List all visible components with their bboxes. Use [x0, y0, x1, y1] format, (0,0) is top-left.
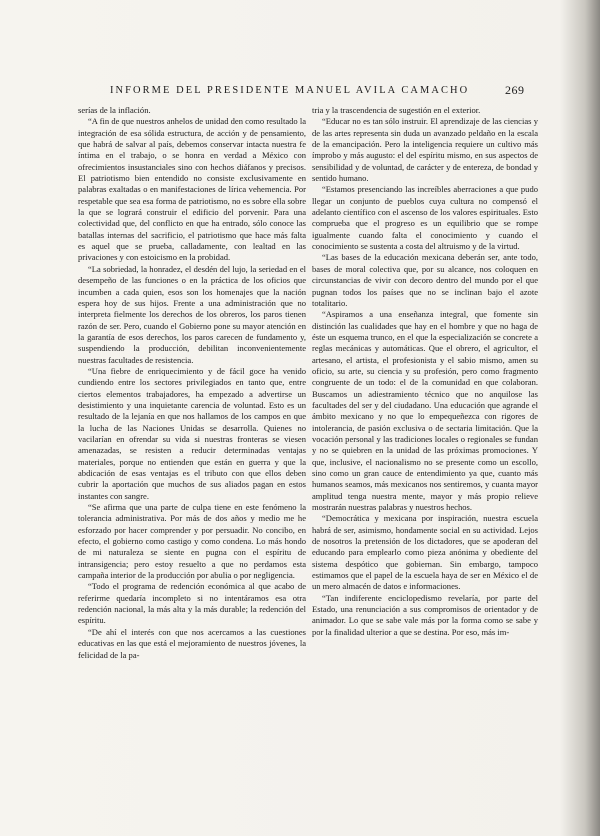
paragraph: “Tan indiferente enciclopedismo revelaría, por parte del Estado, una renunciación a sus compromisos de orientador y de animador. Lo que se sabe vale más por la forma como se sabe y por la finalidad ulterior a que se destina. Por eso, más im-: [312, 592, 538, 637]
paragraph: “De ahí el interés con que nos acercamos a las cuestiones educativas en las que está el mejoramiento de nuestros jóvenes, la felicidad de la pa-: [78, 626, 306, 660]
left-column: [78, 105, 306, 661]
paragraph: “Una fiebre de enriquecimiento y de fácil goce ha venido cundiendo entre los sectores privilegiados en tanto que, entre ciertos elementos trabajadores, ha empezado a advertirse un desistimiento y una inquietante carencia de voluntad. Esto es un resultado de la lejanía en que nos hallamos de los campos en que la lucha de las Naciones Unidas se desarrolla. Quienes no vacilarían en ofrendar su vida si nuestras fronteras se viesen amenazadas, se resisten a reducir determinadas ventajas materiales, porque no entienden que están en guerra y que la abdicación de esas ventajas es el tributo con que ellos deben cubrir la aportación que muchos de sus aliados pagan en estos instantes con sangre.: [78, 365, 306, 501]
paragraph: “Estamos presenciando las increíbles aberraciones a que pudo llegar un conjunto de pueblos cuya cultura no compensó el adelanto científico con el ascenso de los valores espirituales. Esto comprueba que el progreso es un equilibrio que se rompe igualmente cuando falta el conocimiento y cuando el conocimiento se sustenta a costa del altruismo y de la virtud.: [312, 184, 538, 252]
running-title: INFORME DEL PRESIDENTE MANUEL AVILA CAMACHO: [110, 85, 470, 96]
paragraph: “La sobriedad, la honradez, el desdén del lujo, la seriedad en el desempeño de las funciones o en la práctica de los oficios que incumben a cada quien, esos son los homenajes que la nación espera hoy de sus hijos. Frente a una administración que no interpreta fielmente los derechos de los obreros, los paros tienen razón de ser. Pero, cuando el Gobierno pone su mayor atención en la garantía de esos derechos, los paros carecen de fundamento y, suspendiendo la producción, debilitan inconvenientemente nuestras facultades de resistencia.: [78, 263, 306, 365]
paragraph: “Aspiramos a una enseñanza integral, que fomente sin distinción las cualidades que hay en el hombre y que no haga de éste un esquema trunco, en el que la especialización se concrete a reglas mecánicas y automáticas. Que el obrero, el agricultor, el artesano, el artista, el profesionista y el sabio mismo, amen su oficio, su arte, su ciencia y su profesión, pero como fragmento congruente de un todo: el de la comunidad en que colaboran. Buscamos un adiestramiento técnico que no anquilose las facultades del ser y del ciudadano. Una educación que agrande el ámbito mexicano y no que lo empequeñezca con rigores de intolerancia, de pasión exclusiva o de sectaria limitación. Que la vocación personal y las tradiciones locales o regionales se fundan y no se quiebren en la unidad de las próximas promociones. Y que, inclusive, el nacionalismo no se presente como un escollo, sino como un gran cauce de entendimiento ya que, cuanto más humanos seamos, más mexicanos nos sentiremos, y cuanta mayor amplitud tenga nuestra mente, mayor y más propio relieve mostrarán nuestras palabras y nuestros hechos.: [312, 309, 538, 513]
page-number: 269: [505, 83, 525, 97]
paragraph: “Todo el programa de redención económica al que acabo de referirme quedaría incompleto si no intentáramos esa otra redención nacional, la más alta y la más durable; la redención del espíritu.: [78, 581, 306, 626]
paragraph: “Las bases de la educación mexicana deberán ser, ante todo, bases de moral colectiva que, por su alcance, nos coloquen en circunstancias de vivir con decoro dentro del mundo por el que pugnan todos los países que no se inclinan bajo el azote totalitario.: [312, 252, 538, 308]
paragraph: “Educar no es tan sólo instruir. El aprendizaje de las ciencias y de las artes representa sin duda un avanzado peldaño en la escala de la emancipación. Pero la inteligencia requiere un cultivo más ímprobo y más augusto: el del espíritu mismo, en sus aspectos de sensibilidad y de voluntad, de carácter y de entereza, de bondad y sentido humano.: [312, 116, 538, 184]
paragraph: tria y la trascendencia de sugestión en el exterior.: [312, 105, 481, 115]
paragraph: “A fin de que nuestros anhelos de unidad den como resultado la integración de esa sólida estructura, de acción y de pensamiento, que habrá de salvar al país, debemos conservar intacta nuestra fe íntima en el trabajo, o se honra en verdad a México con ofrecimientos insustanciales sino con hechos diáfanos y precisos. El patriotismo bien entendido no consiste exclusivamente en palabras exaltadas o en manifestaciones de lírica vehemencia. Por respetable que sea esa forma de patriotismo, no es sobre ella sobre la que se logrará construir el edificio del porvenir. Para una colectividad que, del conflicto en que ha entrado, sólo conoce las batallas internas del sacrificio, el patriotismo que hace más falta es aquel que se prueba, calladamente, con lealtad en las privaciones y con estoicismo en la probidad.: [78, 116, 306, 263]
paragraph: “Democrática y mexicana por inspiración, nuestra escuela habrá de ser, asimismo, hondamente social en su actividad. Lejos de nosotros la pretensión de los dictadores, que se apoderan del educando para emplearlo como pieza anónima y obediente del sistema despótico que gobiernan. Sin embargo, tampoco estimamos que el papel de la escuela haya de ser en México el de un mero almacén de datos e informaciones.: [312, 513, 538, 592]
paragraph: “Se afirma que una parte de culpa tiene en este fenómeno la tolerancia administrativa. Por más de dos años y medio me he esforzado por hacer comprender y por persuadir. No concibo, en efecto, el gobierno como castigo y como condena. Lo más hondo de mi naturaleza se siente en pugna con el espíritu de intransigencia; pero estoy resuelto a que no perdamos esta campaña interior de la producción por abulia o por negligencia.: [78, 502, 306, 581]
paragraph: serías de la inflación.: [78, 105, 151, 115]
right-column: [312, 105, 538, 638]
